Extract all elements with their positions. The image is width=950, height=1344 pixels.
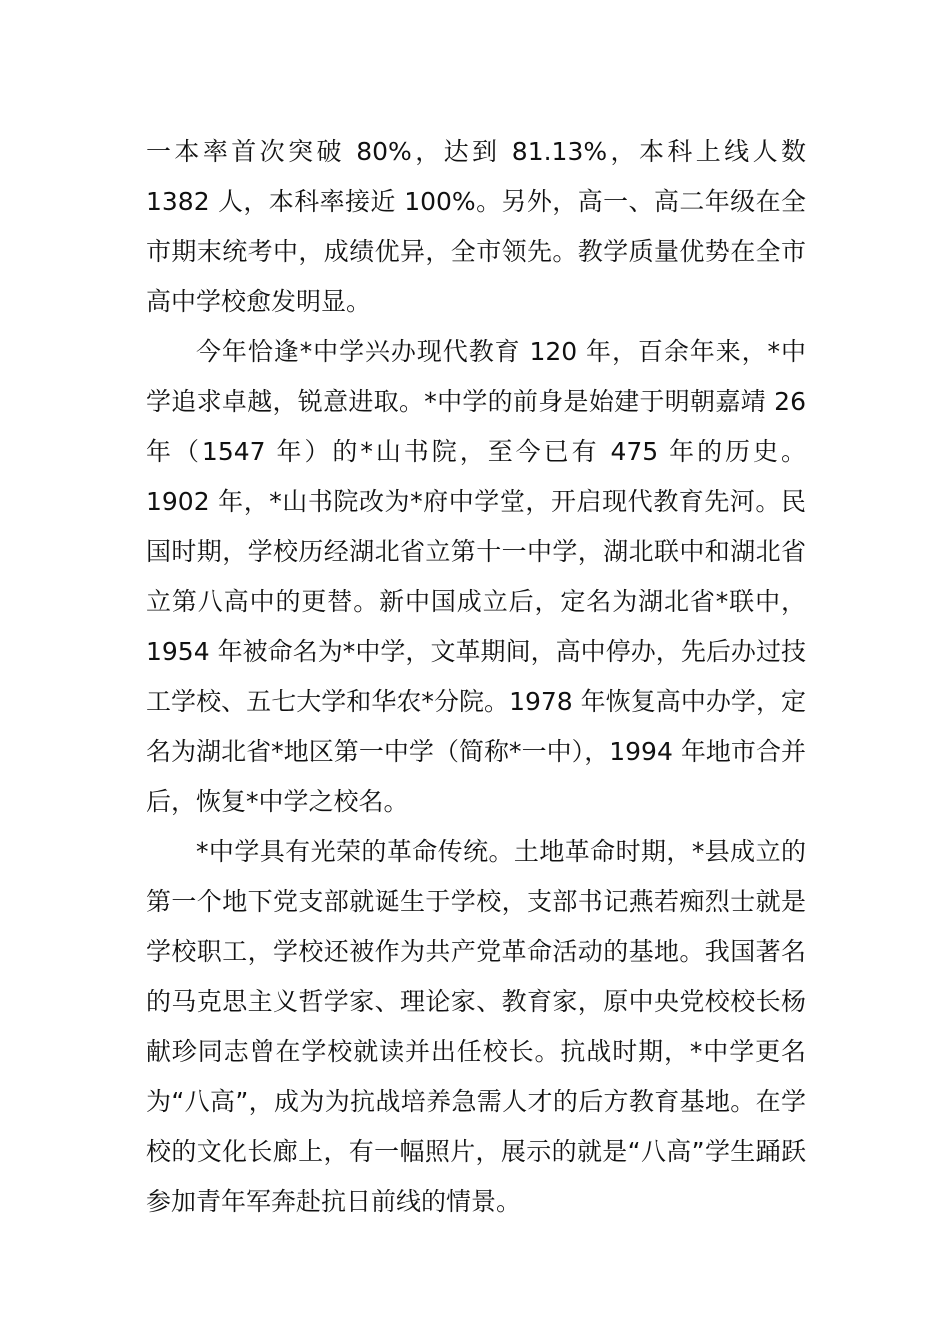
paragraph-3: *中学具有光荣的革命传统。土地革命时期，*县成立的第一个地下党支部就诞生于学校，支部书记燕若痴烈士就是学校职工，学校还被作为共产党革命活动的基地。我国著名的马克思主义哲学家、理论家、教育家，原中央党校校长杨献珍同志曾在学校就读并出任校长。抗战时期，*中学更名为“八高”，成为为抗战培养急需人才的后方教育基地。在学校的文化长廊上，有一幅照片，展示的就是“八高”学生踊跃参加青年军奔赴抗日前线的情景。 [146,837,806,1216]
paragraph-2: 今年恰逢*中学兴办现代教育 120 年，百余年来，*中学追求卓越，锐意进取。*中学的前身是始建于明朝嘉靖 26 年（1547 年）的*山书院，至今已有 475 年的历史。1902 年，*山书院改为*府中学堂，开启现代教育先河。民国时期，学校历经湖北省立第十一中学，湖北联中和湖北省立第八高中的更替。新中国成立后，定名为湖北省*联中，1954 年被命名为*中学，文革期间，高中停办，先后办过技工学校、五七大学和华农*分院。1978 年恢复高中办学，定名为湖北省*地区第一中学（简称*一中），1994 年地市合并后，恢复*中学之校名。 [146,337,806,816]
document-body [146,127,806,1227]
paragraph-1: 一本率首次突破 80%，达到 81.13%，本科上线人数 1382 人，本科率接近 100%。另外，高一、高二年级在全市期末统考中，成绩优异，全市领先。教学质量优势在全市高中学校愈发明显。 [146,137,806,316]
